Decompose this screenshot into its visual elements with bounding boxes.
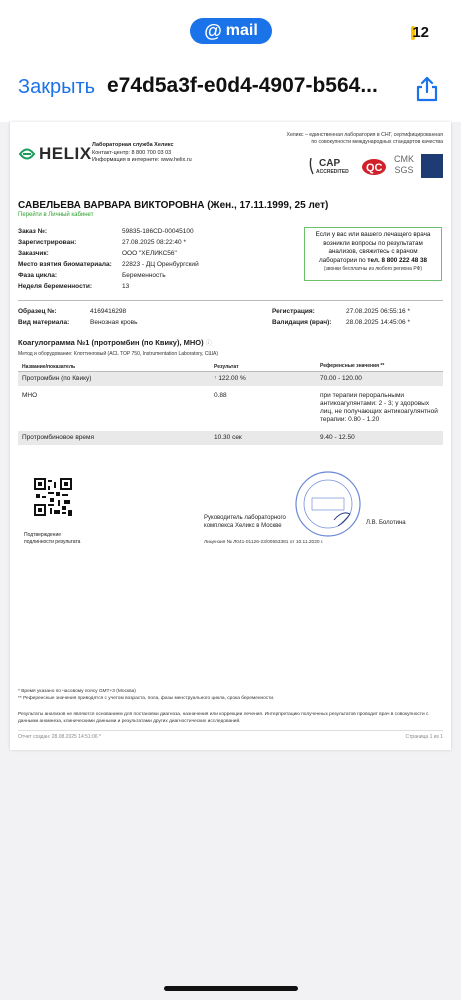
test-method: Метод и оборудование: Клоттинговый (ACL TOP 750, Instrumentation Laboratory, США)	[18, 351, 218, 357]
accredited-label: ACCREDITED	[316, 169, 349, 175]
helix-logo	[18, 144, 92, 164]
cmk-sgs-badge	[393, 154, 415, 178]
helix-logo-icon	[18, 145, 36, 163]
patient-name: САВЕЛЬЕВА ВАРВАРА ВИКТОРОВНА (Жен., 17.11.1999, 25 лет)	[18, 200, 329, 211]
personal-cabinet-link[interactable]: Перейти в Личный кабинет	[18, 212, 94, 218]
test-section-title: Коагулограмма №1 (протромбин (по Квику), МНО) ⓘ	[18, 338, 212, 347]
license-text: Лицензия № Л041-01126-23/00553381 от 10.11.2020 г.	[204, 540, 324, 545]
results-header: Название/показатель Результат Референсные значения **	[18, 362, 443, 372]
sample-info: Образец №: 4169416298 Вид материала: Венозная кровь	[18, 308, 138, 326]
lab-stamp-icon	[294, 470, 362, 538]
table-row: Протромбин (по Квику) ↑ 122.00 % 70.00 - 120.00	[18, 372, 443, 386]
close-button[interactable]: Закрыть	[18, 76, 96, 98]
order-info-row: Неделя беременности: 13	[18, 283, 130, 290]
cap-badge-graphic	[307, 154, 355, 178]
order-info-row: Зарегистрирован: 27.08.2025 08:22:40 *	[18, 239, 186, 246]
helix-logo-text: HELIX	[39, 144, 92, 163]
certification-text: Хеликс – единственная лаборатория в СНГ, сертифицированная по совокупности международных стандартов качества	[286, 132, 443, 145]
sgs-label: SGS	[394, 165, 414, 175]
order-info-row: Заказ №: 59835-186CD-00045100	[18, 228, 194, 235]
sample-dates: Регистрация: 27.08.2025 06:55:16 * Валидация (врач): 28.08.2025 14:45:06 *	[272, 308, 410, 326]
report-created: Отчет создан: 28.08.2025 14:51:06 *	[18, 734, 101, 740]
lab-service-name: Лабораторная служба Хеликс	[92, 142, 174, 148]
lab-info	[92, 142, 192, 165]
qr-caption: Подтверждение подлинности результата	[24, 532, 81, 545]
order-info	[18, 226, 199, 292]
signer-name: Л.В. Болотина	[366, 520, 406, 526]
divider	[18, 730, 443, 731]
status-number: 12	[412, 24, 429, 41]
cap-badge	[307, 154, 355, 178]
lab-report-document	[10, 122, 451, 750]
certification-badges	[307, 154, 443, 178]
results-table	[18, 362, 443, 445]
divider	[18, 300, 443, 301]
cmk-label: CMK	[394, 154, 414, 164]
lab-contact-center: Контакт-центр: 8 800 700 03 03	[92, 149, 172, 156]
qc-badge-graphic	[361, 154, 387, 178]
table-row: МНО 0.88 при терапии пероральными антикоагулянтами: 2 - 3; у здоровых лиц, не получающих антикоагулянтной терапии: 0.80 - 1.20	[22, 392, 438, 423]
at-icon: @	[204, 20, 222, 41]
home-indicator[interactable]	[164, 986, 298, 991]
lab-website: Информация в интернете: www.helix.ru	[92, 157, 192, 163]
mail-app-badge[interactable]	[190, 18, 272, 44]
blue-cert-badge	[421, 154, 443, 178]
lab-phone[interactable]: тел. 8 800 222 48 38	[367, 256, 428, 264]
order-info-row: Место взятия биоматериала: 22823 - ДЦ Оренбургский	[18, 261, 199, 268]
page-number: Страница 1 из 1	[405, 734, 443, 740]
info-icon[interactable]: ⓘ	[205, 341, 212, 347]
cap-label: CAP	[319, 158, 341, 169]
order-info-row: Фаза цикла: Беременность	[18, 272, 166, 279]
order-info-row: Заказчик: ООО "ХЕЛИКС56"	[18, 250, 177, 257]
qc-badge	[361, 154, 387, 178]
share-icon[interactable]	[414, 76, 440, 102]
top-bar	[0, 0, 461, 122]
table-row: Протромбиновое время 10.30 сек 9.40 - 12.50	[18, 431, 443, 445]
qc-label: QC	[366, 162, 383, 174]
head-of-lab-caption: Руководитель лабораторного комплекса Хеликс в Москве	[204, 515, 286, 529]
doctor-contact-box: Если у вас или вашего лечащего врача возникли вопросы по результатам анализов, свяжитесь с врачом лаборатории по тел. 8 800 222 48 38 (звонки бесплатны из любого региона РФ)	[304, 227, 442, 281]
qr-code[interactable]	[34, 478, 72, 516]
footnotes: * Время указано по часовому поясу GMT+3 (Москва) ** Референсные значения приводятся с учетом возраста, пола, фазы менструального цикла, срока беременности.	[18, 689, 275, 701]
document-title: e74d5a3f-e0d4-4907-b564...	[107, 74, 378, 97]
disclaimer: Результаты анализов не являются основанием для постановки диагноза, назначения или коррекции лечения. Интерпретацию полученных результатов проводит врач в совокупности с данными анамнеза, клиническими данными и результатами других диагностических исследований.	[18, 712, 429, 724]
mail-app-label: mail	[225, 22, 258, 39]
high-flag-icon: ↑	[214, 375, 217, 381]
